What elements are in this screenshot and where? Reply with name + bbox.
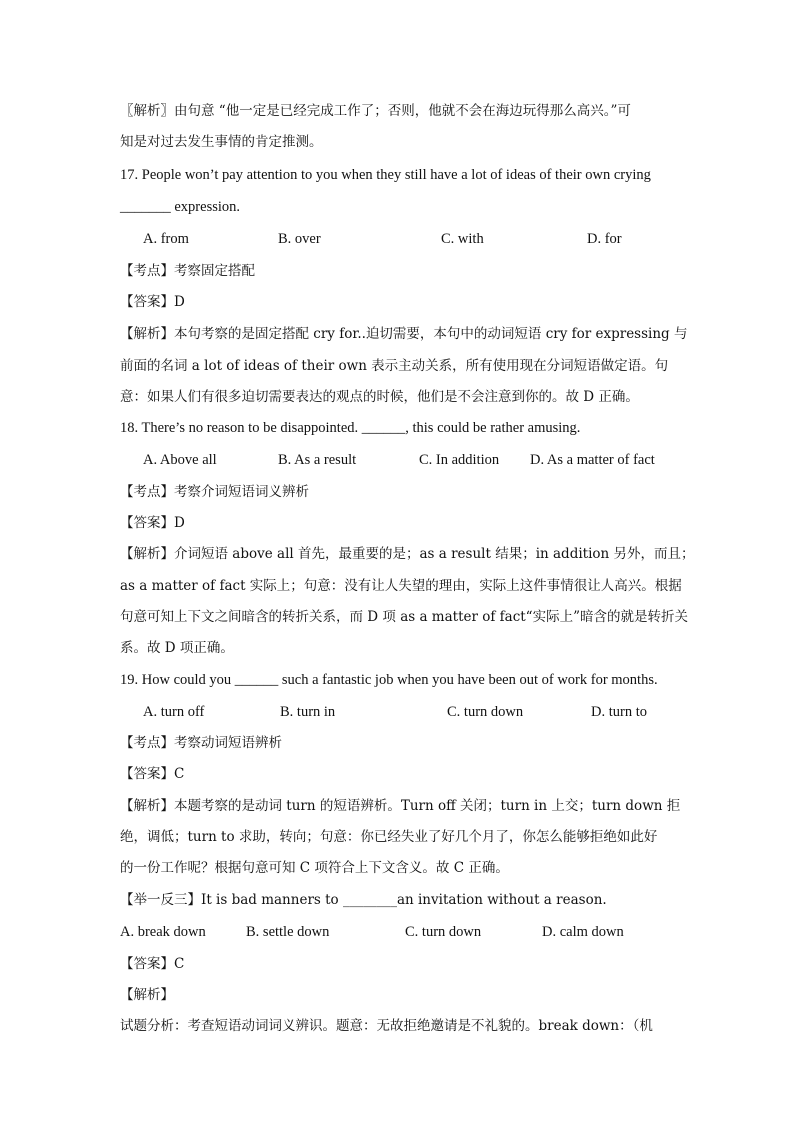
q17-option-a: A. from	[143, 231, 189, 247]
q18-option-a: A. Above all	[143, 452, 217, 468]
example-question: 【举一反三】It is bad manners to ________an invitation without a reason.	[120, 892, 607, 908]
q18-option-c: C. In addition	[419, 452, 500, 468]
text-line: 【解析】本题考察的是动词 turn 的短语辨析。Turn off 关闭；turn in 上交；turn down 拒	[120, 798, 681, 814]
text-line: 意：如果人们有很多迫切需要表达的观点的时候，他们是不会注意到你的。故 D 正确。	[120, 389, 639, 405]
q17-option-d: D. for	[587, 231, 622, 247]
text-line: 系。故 D 项正确。	[120, 640, 234, 656]
text-line: 绝，调低；turn to 求助，转向；句意：你已经失业了好几个月了，你怎么能够拒绝如此好	[120, 829, 658, 845]
text-line: 【考点】考察固定搭配	[120, 263, 255, 279]
text-line: 句意可知上下文之间暗含的转折关系，而 D 项 as a matter of fact“实际上”暗含的就是转折关	[120, 609, 688, 625]
ex-option-b: B. settle down	[246, 924, 330, 940]
q19-option-a: A. turn off	[143, 704, 205, 720]
text-line: 前面的名词 a lot of ideas of their own 表示主动关系，所有使用现在分词短语做定语。句	[120, 358, 669, 374]
text-line: _______ expression.	[120, 199, 241, 215]
q19-option-b: B. turn in	[280, 704, 336, 720]
question-17: 17. People won’t pay attention to you when they still have a lot of ideas of their own crying	[120, 167, 651, 183]
text-line: 【解析】	[120, 987, 174, 1003]
text-line: 【答案】D	[120, 294, 185, 310]
text-line: 的一份工作呢？根据句意可知 C 项符合上下文含义。故 C 正确。	[120, 860, 509, 876]
text-line: 〖解析〗由句意 “他一定是已经完成工作了；否则，他就不会在海边玩得那么高兴。”可	[120, 103, 631, 119]
text-line: 【答案】C	[120, 766, 185, 782]
text-line: 【解析】本句考察的是固定搭配 cry for..迫切需要，本句中的动词短语 cry for expressing 与	[120, 326, 688, 342]
q19-option-d: D. turn to	[591, 704, 647, 720]
q17-option-c: C. with	[441, 231, 484, 247]
text-line: as a matter of fact 实际上；句意：没有让人失望的理由，实际上这件事情很让人高兴。根据	[120, 578, 682, 594]
question-19: 19. How could you ______ such a fantastic job when you have been out of work for months.	[120, 672, 658, 688]
text-line: 知是对过去发生事情的肯定推测。	[120, 134, 323, 150]
question-18: 18. There’s no reason to be disappointed. ______, this could be rather amusing.	[120, 420, 581, 436]
q17-option-b: B. over	[278, 231, 321, 247]
ex-option-d: D. calm down	[542, 924, 624, 940]
text-line: 【考点】考察动词短语辨析	[120, 735, 282, 751]
text-line: 【解析】介词短语 above all 首先，最重要的是；as a result 结果；in addition 另外，而且；	[120, 546, 695, 562]
text-line: 【考点】考察介词短语词义辨析	[120, 484, 309, 500]
text-line: 【答案】D	[120, 515, 185, 531]
text-line: 试题分析：考查短语动词词义辨识。题意：无故拒绝邀请是不礼貌的。break down：（机	[120, 1018, 653, 1034]
q18-option-b: B. As a result	[278, 452, 357, 468]
text-line: 【答案】C	[120, 956, 185, 972]
ex-option-a: A. break down	[120, 924, 206, 940]
q19-option-c: C. turn down	[447, 704, 524, 720]
ex-option-c: C. turn down	[405, 924, 482, 940]
q18-option-d: D. As a matter of fact	[530, 452, 655, 468]
